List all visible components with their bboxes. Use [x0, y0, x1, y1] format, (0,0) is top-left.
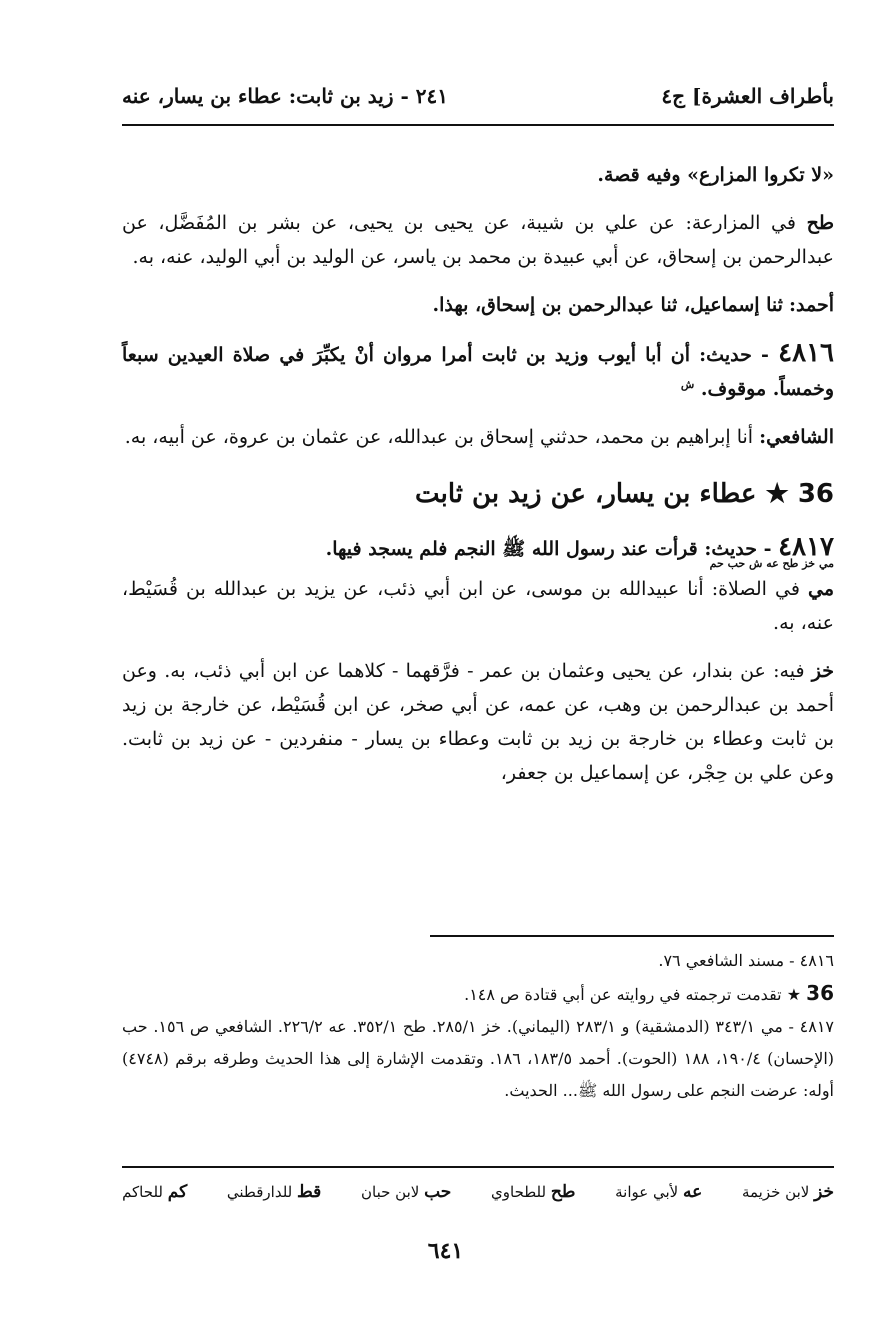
source-marks: مي خز طح عه ش حب حم: [709, 557, 834, 570]
footnote-text: تقدمت ترجمته في روايته عن أبي قتادة ص ١٤٨.: [464, 985, 782, 1004]
header-chapter-title: ٢٤١ - زيد بن ثابت: عطاء بن يسار، عنه: [122, 84, 448, 108]
isnad-paragraph: [122, 654, 834, 790]
star-icon: ★: [786, 985, 802, 1004]
hadith-text: - حديث: أن أبا أيوب وزيد بن ثابت أمرا مروان أنْ يكبِّرَ في صلاة العيدين سبعاً وخمساً. موقوف.: [122, 344, 834, 400]
isnad-paragraph: [122, 572, 834, 640]
star-icon: ★: [765, 479, 789, 509]
hadith-text: - حديث: قرأت عند رسول الله ﷺ النجم فلم يسجد فيها.: [325, 538, 772, 560]
abbreviations-divider: [122, 1166, 834, 1168]
footnote: ٤٨١٦ - مسند الشافعي ٧٦.: [658, 951, 834, 970]
source-code: الشافعي:: [759, 426, 834, 448]
abbreviation-item: طح للطحاوي: [491, 1182, 576, 1202]
page-number: ٦٤١: [427, 1238, 464, 1264]
isnad-text: أنا إبراهيم بن محمد، حدثني إسحاق بن عبدالله، عن عثمان بن عروة، عن أبيه، به.: [124, 426, 754, 448]
header-divider: [122, 124, 834, 126]
isnad-paragraph: [122, 288, 834, 322]
footnote: ٤٨١٧ - مي ٣٤٣/١ (الدمشقية) و ٢٨٣/١ (اليماني). خز ٢٨٥/١. طح ٣٥٢/١. عه ٢٢٦/٢. الشافعي ص ١٥٦. حب (الإحسان) ١٩٠/٤، ١٨٨ (الحوت). أحمد ١٨٣/٥، ١٨٦. وتقدمت الإشارة إلى هذا الحديث وطرقه برقم (٤٧٤٨) أوله: عرضت النجم على رسول الله ﷺ... الحديث.: [122, 1017, 835, 1100]
hadith-text-continued: «لا تكروا المزارع» وفيه قصة.: [597, 164, 834, 186]
abbreviation-item: عه لأبي عوانة: [615, 1182, 703, 1202]
isnad-paragraph: [122, 206, 834, 274]
isnad-text: ثنا إسماعيل، ثنا عبدالرحمن بن إسحاق، بهذا.: [432, 294, 783, 316]
hadith-number: ٤٨١٧: [778, 532, 834, 562]
abbreviation-item: كم للحاكم: [122, 1182, 188, 1202]
footnote-section-number: 36: [806, 981, 834, 1005]
isnad-text: في المزارعة: عن علي بن شيبة، عن يحيى بن يحيى، عن بشر بن المُفَضَّل، عن عبدالرحمن بن إسحاق، عن أبي عبيدة بن محمد بن ياسر، عن الوليد بن أبي الوليد، عنه، به.: [122, 212, 834, 268]
source-marks: ش: [680, 377, 695, 391]
isnad-text: فيه: عن بندار، عن يحيى وعثمان بن عمر - فرَّقهما - كلاهما عن ابن أبي ذئب، به. وعن أحمد بن عبدالرحمن بن وهب، عن عمه، عن أبي صخر، عن ابن قُسَيْط، عن خارجة بن زيد بن ثابت وعطاء بن خارجة بن زيد بن ثابت وعطاء بن يسار - منفردين - عن زيد بن ثابت. وعن علي بن حِجْر، عن إسماعيل بن جعفر،: [122, 660, 834, 784]
isnad-paragraph: [122, 420, 834, 454]
source-code: مي: [807, 578, 834, 600]
footnote-divider: [430, 935, 834, 937]
abbreviation-item: خز لابن خزيمة: [741, 1182, 834, 1202]
isnad-text: في الصلاة: أنا عبيدالله بن موسى، عن ابن أبي ذئب، عن يزيد بن عبدالله بن قُسَيْط، عنه، به.: [122, 578, 834, 634]
source-code: أحمد:: [789, 294, 834, 316]
section-heading: [122, 476, 834, 512]
main-text: [122, 158, 834, 804]
abbreviations-key: [122, 1182, 834, 1212]
hadith-entry-4816: [122, 336, 834, 406]
running-header: [122, 78, 834, 114]
abbreviation-item: قط للدارقطني: [226, 1182, 322, 1202]
header-book-title: بأطراف العشرة] ج٤: [661, 84, 834, 108]
section-number: 36: [797, 479, 834, 509]
hadith-number: ٤٨١٦: [778, 338, 834, 368]
footnotes: [122, 945, 834, 1107]
footnote: [122, 977, 834, 1011]
source-code: خز: [811, 660, 834, 682]
abbreviation-item: حب لابن حبان: [361, 1182, 452, 1202]
section-title: عطاء بن يسار، عن زيد بن ثابت: [415, 479, 757, 509]
source-code: طح: [806, 212, 834, 234]
